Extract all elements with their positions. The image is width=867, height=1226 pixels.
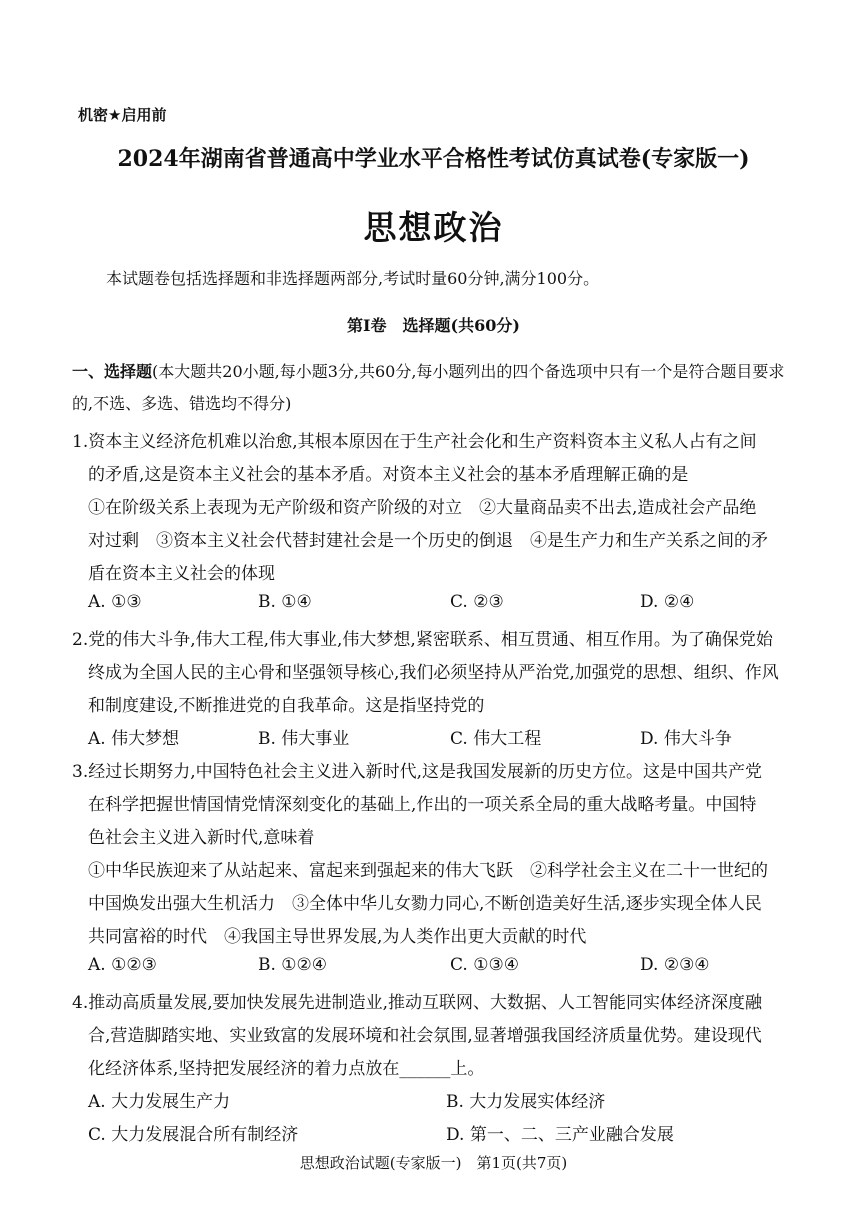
question-2-line-1: 2.党的伟大斗争,伟大工程,伟大事业,伟大梦想,紧密联系、相互贯通、相互作用。为了确保党始 — [72, 630, 773, 650]
question-3-option-a[interactable]: A. ①②③ — [88, 955, 157, 975]
question-4-line-1: 4.推动高质量发展,要加快发展先进制造业,推动互联网、大数据、人工智能同实体经济深度融 — [72, 993, 763, 1013]
question-3-line-4: ①中华民族迎来了从站起来、富起来到强起来的伟大飞跃 ②科学社会主义在二十一世纪的 — [88, 861, 768, 881]
question-1-line-3: ①在阶级关系上表现为无产阶级和资产阶级的对立 ②大量商品卖不出去,造成社会产品绝 — [88, 498, 757, 518]
question-1-option-b[interactable]: B. ①④ — [258, 592, 312, 612]
question-4-option-b[interactable]: B. 大力发展实体经济 — [446, 1092, 606, 1112]
question-2-option-a[interactable]: A. 伟大梦想 — [88, 729, 180, 749]
question-1-line-4: 对过剩 ③资本主义社会代替封建社会是一个历史的倒退 ④是生产力和生产关系之间的矛 — [88, 531, 768, 551]
subject-title: 思想政治 — [363, 208, 504, 247]
question-3-line-3: 色社会主义进入新时代,意味着 — [88, 828, 315, 848]
question-4-option-c[interactable]: C. 大力发展混合所有制经济 — [88, 1125, 299, 1145]
question-3-line-1: 3.经过长期努力,中国特色社会主义进入新时代,这是我国发展新的历史方位。这是中国共产党 — [72, 762, 763, 782]
question-3-option-b[interactable]: B. ①②④ — [258, 955, 328, 975]
question-4-line-3: 化经济体系,坚持把发展经济的着力点放在______上。 — [88, 1059, 485, 1079]
question-1-line-2: 的矛盾,这是资本主义社会的基本矛盾。对资本主义社会的基本矛盾理解正确的是 — [88, 465, 689, 485]
question-4-option-d[interactable]: D. 第一、二、三产业融合发展 — [446, 1125, 674, 1145]
section-description: (本大题共20小题,每小题3分,共60分,每小题列出的四个备选项中只有一个是符合题目要求的,不选、多选、错选均不得分) — [72, 362, 785, 413]
exam-instructions: 本试题卷包括选择题和非选择题两部分,考试时量60分钟,满分100分。 — [106, 269, 600, 288]
question-1-line-1: 1.资本主义经济危机难以治愈,其根本原因在于生产社会化和生产资料资本主义私人占有之间 — [72, 432, 757, 452]
question-3-line-2: 在科学把握世情国情党情深刻变化的基础上,作出的一项关系全局的重大战略考量。中国特 — [88, 795, 757, 815]
confidential-mark: 机密★启用前 — [78, 106, 167, 124]
question-3-option-d[interactable]: D. ②③④ — [640, 955, 710, 975]
question-1-option-c[interactable]: C. ②③ — [450, 592, 504, 612]
section-label: 一、选择题 — [72, 362, 153, 381]
section-heading — [72, 356, 792, 420]
part-title: 第Ⅰ卷 选择题(共60分) — [347, 316, 520, 335]
question-1-line-5: 盾在资本主义社会的体现 — [88, 564, 275, 584]
exam-title: 2024年湖南省普通高中学业水平合格性考试仿真试卷(专家版一) — [117, 146, 750, 172]
question-3-line-5: 中国焕发出强大生机活力 ③全体中华儿女勠力同心,不断创造美好生活,逐步实现全体人民 — [88, 894, 762, 914]
question-3-line-6: 共同富裕的时代 ④我国主导世界发展,为人类作出更大贡献的时代 — [88, 927, 587, 947]
question-2-option-c[interactable]: C. 伟大工程 — [450, 729, 542, 749]
question-2-option-d[interactable]: D. 伟大斗争 — [640, 729, 732, 749]
question-2-line-2: 终成为全国人民的主心骨和坚强领导核心,我们必须坚持从严治党,加强党的思想、组织、作风 — [88, 663, 779, 683]
question-2-line-3: 和制度建设,不断推进党的自我革命。这是指坚持党的 — [88, 696, 485, 716]
question-3-option-c[interactable]: C. ①③④ — [450, 955, 519, 975]
question-1-option-d[interactable]: D. ②④ — [640, 592, 695, 612]
question-4-option-a[interactable]: A. 大力发展生产力 — [88, 1092, 231, 1112]
question-1-option-a[interactable]: A. ①③ — [88, 592, 142, 612]
page-footer: 思想政治试题(专家版一) 第1页(共7页) — [299, 1154, 568, 1172]
question-2-option-b[interactable]: B. 伟大事业 — [258, 729, 350, 749]
question-4-line-2: 合,营造脚踏实地、实业致富的发展环境和社会氛围,显著增强我国经济质量优势。建设现代 — [88, 1026, 762, 1046]
